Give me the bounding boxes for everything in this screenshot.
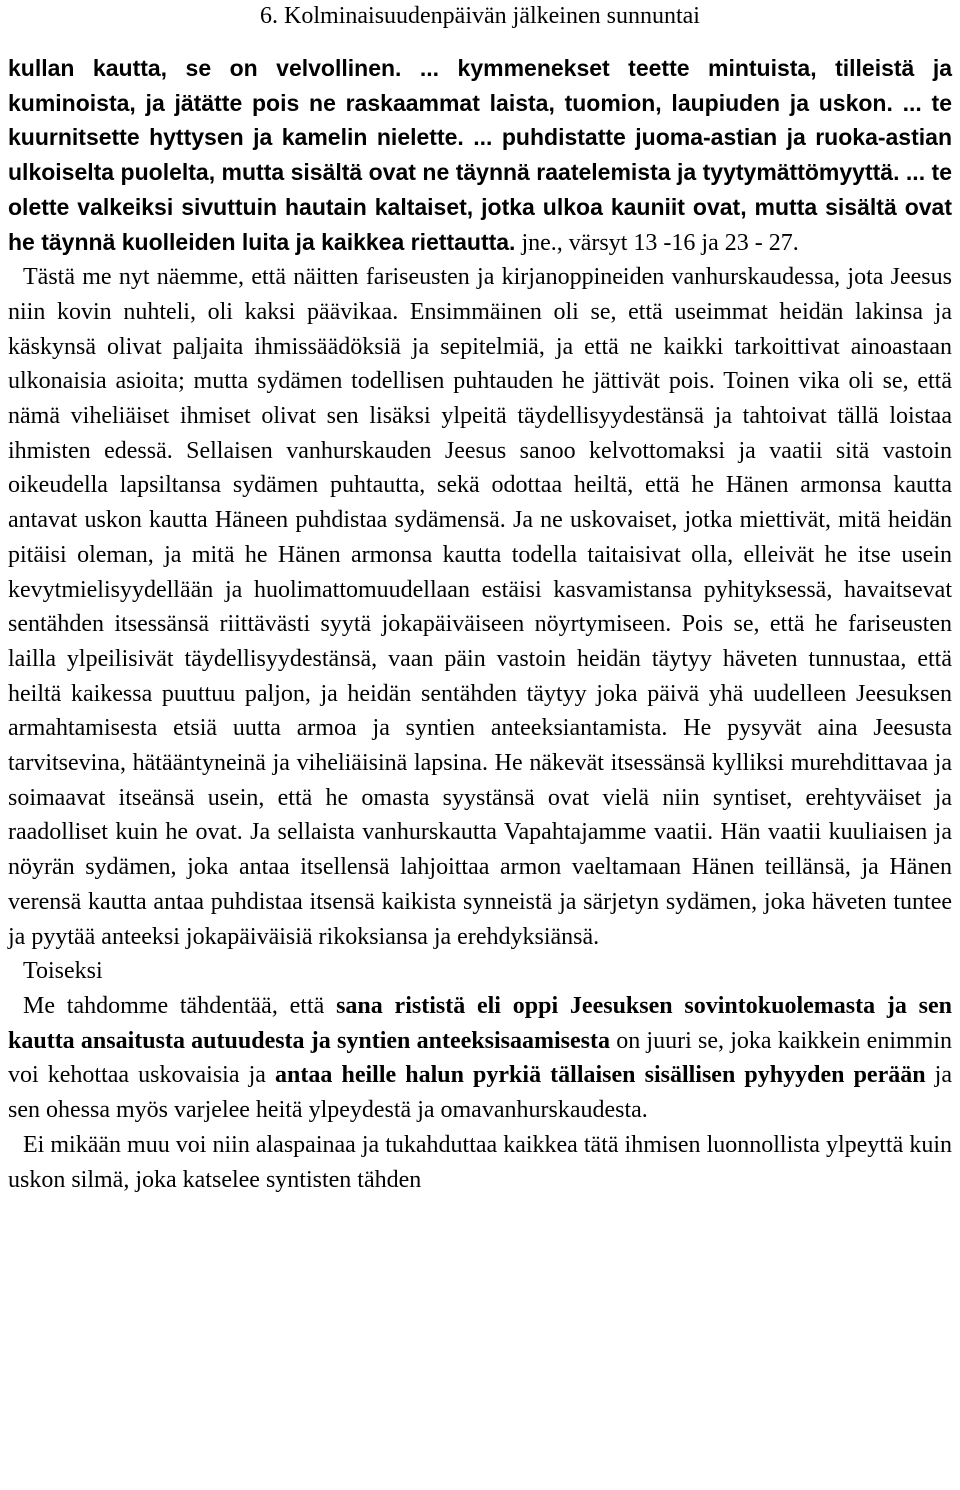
page-header: 6. Kolminaisuudenpäivän jälkeinen sunnuntai [260,3,700,29]
paragraph-second-part-e: ja sen ohessa myös varjelee heitä ylpeydestä ja omavanhurskaudesta. [8,1062,952,1124]
paragraph-second-bold-1: sana rististä eli oppi Jeesuksen sovintokuolemasta ja sen kautta ansaitusta autuudesta ja syntien anteeksisaamisesta [8,992,953,1054]
bible-quote [8,51,952,260]
paragraph-second-part-a: Me tahdomme tähdentää, että [23,992,337,1019]
section-heading: Toiseksi [23,958,103,985]
quote-bold-text: kullan kautta, se on velvollinen. ... kymmenekset teette mintuista, tilleistä ja kuminoista, ja jätätte pois ne raskaammat laista, tuomion, laupiuden ja uskon. ... te kuurnitsette hyttysen ja kamelin nielette. ... puhdistatte juoma-astian ja ruoka-astian ulkoiselta puolelta, mutta sisältä ovat ne täynnä raatelemista ja tyytymättömyyttä. ... te olette valkeiksi sivuttuin hautain kaltaiset, jotka ulkoa kauniit ovat, mutta sisältä ovat he täynnä kuolleiden luita ja kaikkea riettautta. [8,55,952,255]
paragraph-third: Ei mikään muu voi niin alaspainaa ja tukahduttaa kaikkea tätä ihmisen luonnollista ylpeyttä kuin uskon silmä, joka katselee syntisten tähden [8,1131,952,1193]
paragraph-main: Tästä me nyt näemme, että näitten fariseusten ja kirjanoppineiden vanhurskaudessa, jota Jeesus niin kovin nuhteli, oli kaksi päävikaa. Ensimmäinen oli se, että useimmat heidän lakinsa ja käskynsä olivat paljaita ihmissäädöksiä ja sepitelmiä, ja että ne kaikki tarkoittivat ainoastaan ulkonaisia asioita; mutta sydämen todellisen puhtauden he jättivät pois. Toinen vika oli se, että nämä viheliäiset ihmiset olivat sen lisäksi ylpeitä täydellisyydestänsä ja tahtoivat tällä loistaa ihmisten edessä. Sellaisen vanhurskauden Jeesus sanoo kelvottomaksi ja vaatii sitä vastoin oikeudella lapsiltansa sydämen puhtautta, sekä odottaa heiltä, että he Hänen armonsa kautta antavat uskon kautta Häneen puhdistaa sydämensä. Ja ne uskovaiset, jotka miettivät, mitä heidän pitäisi oleman, ja mitä he Hänen armonsa kautta todella taitaisivat olla, elleivät he itse usein kevytmielisyydellään ja huolimattomuudellaan estäisi kasvamistansa pyhityksessä, havaitsevat sentähden itsessänsä riittävästi syytä jokapäiväiseen nöyrtymiseen. Pois se, että he fariseusten lailla ylpeilisivät täydellisyydestänsä, vaan päin vastoin heidän täytyy häveten tunnustaa, että heiltä kaikessa puuttuu paljon, ja heidän sentähden täytyy joka päivä yhä uudelleen Jeesuksen armahtamisesta etsiä uutta armoa ja syntien anteeksiantamista. He pysyvät aina Jeesusta tarvitsevina, hätääntyneinä ja viheliäisinä lapsina. He näkevät itsessänsä kylliksi murehdittavaa ja soimaavat itseänsä usein, että he omasta syystänsä ovat vielä niin syntiset, erehtyväiset ja raadolliset kuin he ovat. Ja sellaista vanhurskautta Vapahtajamme vaatii. Hän vaatii kuuliaisen ja nöyrän sydämen, joka antaa itsellensä lahjoittaa armon vaeltamaan Hänen teillänsä, ja Hänen verensä kautta antaa puhdistaa itsensä kaikista synneistä ja särjetyn sydämen, joka häveten tuntee ja pyytää anteeksi jokapäiväisiä rikoksiansa ja erehdyksiänsä. [8,264,952,950]
paragraph-second-bold-2: antaa heille halun pyrkiä tällaisen sisällisen pyhyyden perään [275,1062,926,1089]
paragraph-second [8,989,952,1128]
paragraph-second-part-c: on juuri se, joka kaikkein enimmin voi kehottaa uskovaisia ja [8,1027,952,1089]
quote-reference: jne., värsyt 13 -16 ja 23 - 27. [515,229,799,256]
